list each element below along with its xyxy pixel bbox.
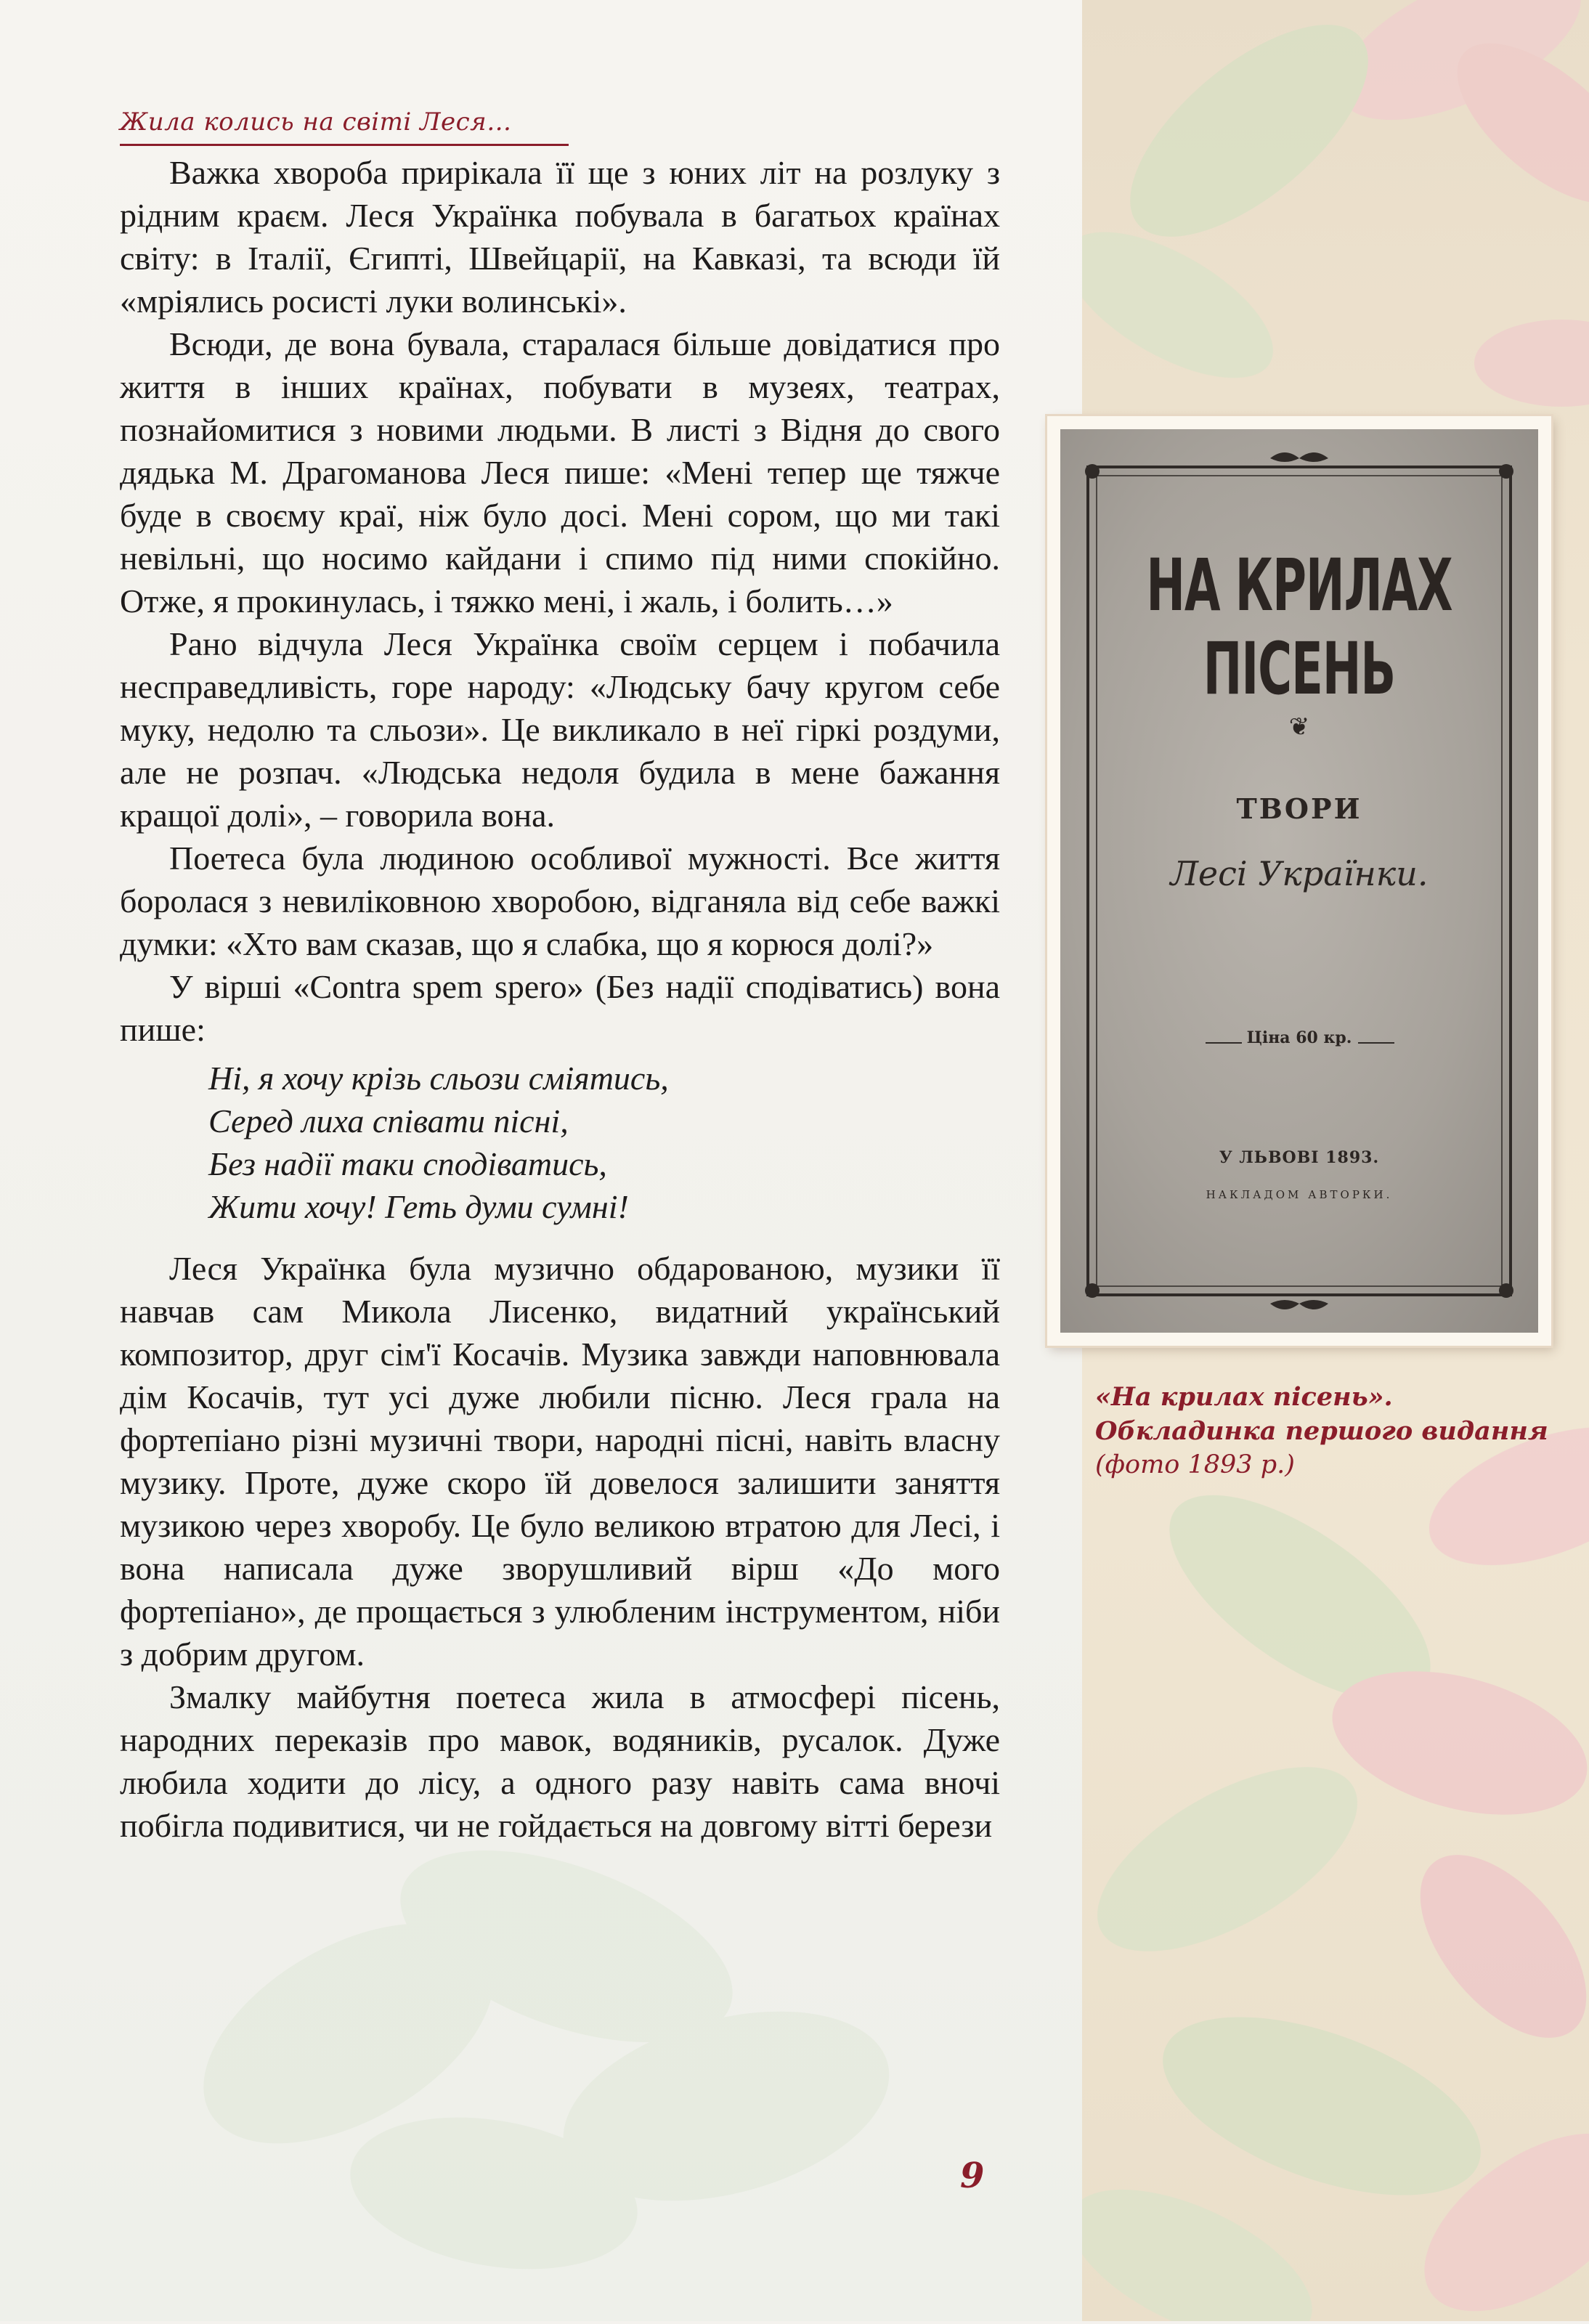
paragraph: Рано відчула Леся Українка своїм серцем і побачила несправедливість, горе народу: «Людську бачу кругом себе муку, недолю та сльози». Це викликало в неї гіркі роздуми, але не розпач. «Людська недоля будила в мене бажання кращої долі», – говорила вона.: [120, 625, 1000, 834]
book-place: У ЛЬВОВІ 1893.: [1219, 1148, 1380, 1167]
page-number: 9: [960, 2156, 985, 2196]
book-author: Лесі Українки.: [1170, 854, 1429, 893]
paragraph: Поетеса була людиною особливої мужності. Все життя боролася з невиліковною хворобою, відганяла від себе важкі думки: «Хто вам сказав, що я слабка, що я корюся долі?»: [120, 840, 1000, 962]
caption-title: «На крилах пісень».: [1095, 1382, 1393, 1412]
running-head: Жила колись на світі Леся…: [120, 107, 512, 137]
paragraph: Леся Українка була музично обдарованою, музики її навчав сам Микола Лисенко, видатний український композитор, друг сім'ї Косачів. Музика завжди наповнювала дім Косачів, тут усі дуже любили пісню. Леся грала на фортепіано різні музичні твори, народні пісні, навіть власну музику. Проте, дуже скоро їй довелося залишити заняття музикою через хворобу. Це було великою втратою для Лесі, і вона написала дуже зворушливий вірш «До мого фортепіано», де прощається з улюбленим інструментом, ніби з добрим другом.: [120, 1250, 1000, 1673]
book-publisher: НАКЛАДОМ АВТОРКИ.: [1206, 1188, 1393, 1201]
book-price: Ціна 60 кр.: [1246, 1028, 1352, 1047]
paragraph: Змалку майбутня поетеса жила в атмосфері пісень, народних переказів про мавок, водяників, русалок. Дуже любила ходити до лісу, а одного разу навіть сама вночі побігла подивитися, чи не гойдається на довгому вітті берези: [120, 1678, 1000, 1844]
verse-line: Без надії таки сподіватись,: [208, 1145, 607, 1182]
book-ornament: ❦: [1288, 712, 1310, 742]
running-head-rule: [120, 144, 569, 146]
photo-caption: [1095, 1380, 1553, 1482]
paragraph: Важка хвороба прирікала її ще з юних літ на розлуку з рідним краєм. Леся Українка побувала в багатьох країнах світу: в Італії, Єгипті, Швейцарії, на Кавказі, та всюди їй «мріялись росисті луки волинські».: [120, 154, 1000, 320]
verse-line: Ні, я хочу крізь сльози сміятись,: [208, 1060, 669, 1097]
book-title: НА КРИЛАХ ПІСЕНЬ: [1146, 545, 1452, 712]
caption-note: (фото 1893 р.): [1095, 1450, 1295, 1479]
book-works: ТВОРИ: [1236, 792, 1362, 825]
paragraph: У вірші «Contra spem spero» (Без надії сподіватись) вона пише:: [120, 968, 1000, 1048]
photo-frame: [1047, 416, 1551, 1346]
paragraph: Всюди, де вона бувала, старалася більше довідатися про життя в інших країнах, побувати в музеях, театрах, познайомитися з новими людьми. В листі з Відня до свого дядька М. Драгоманова Леся пише: «Мені тепер ще тяжче буде в своєму краї, ніж було досі. Мені сором, що ми такі невільні, що носимо кайдани і спимо під ними спокійно. Отже, я прокинулась, і тяжко мені, і жаль, і болить…»: [120, 325, 1000, 619]
verse: [208, 1057, 1000, 1228]
caption-subtitle: Обкладинка першого видання: [1095, 1416, 1548, 1446]
verse-line: Серед лиха співати пісні,: [208, 1102, 569, 1139]
verse-line: Жити хочу! Геть думи сумні!: [208, 1188, 629, 1225]
body-text: [120, 151, 1000, 1847]
book-cover-photo: [1060, 429, 1538, 1333]
